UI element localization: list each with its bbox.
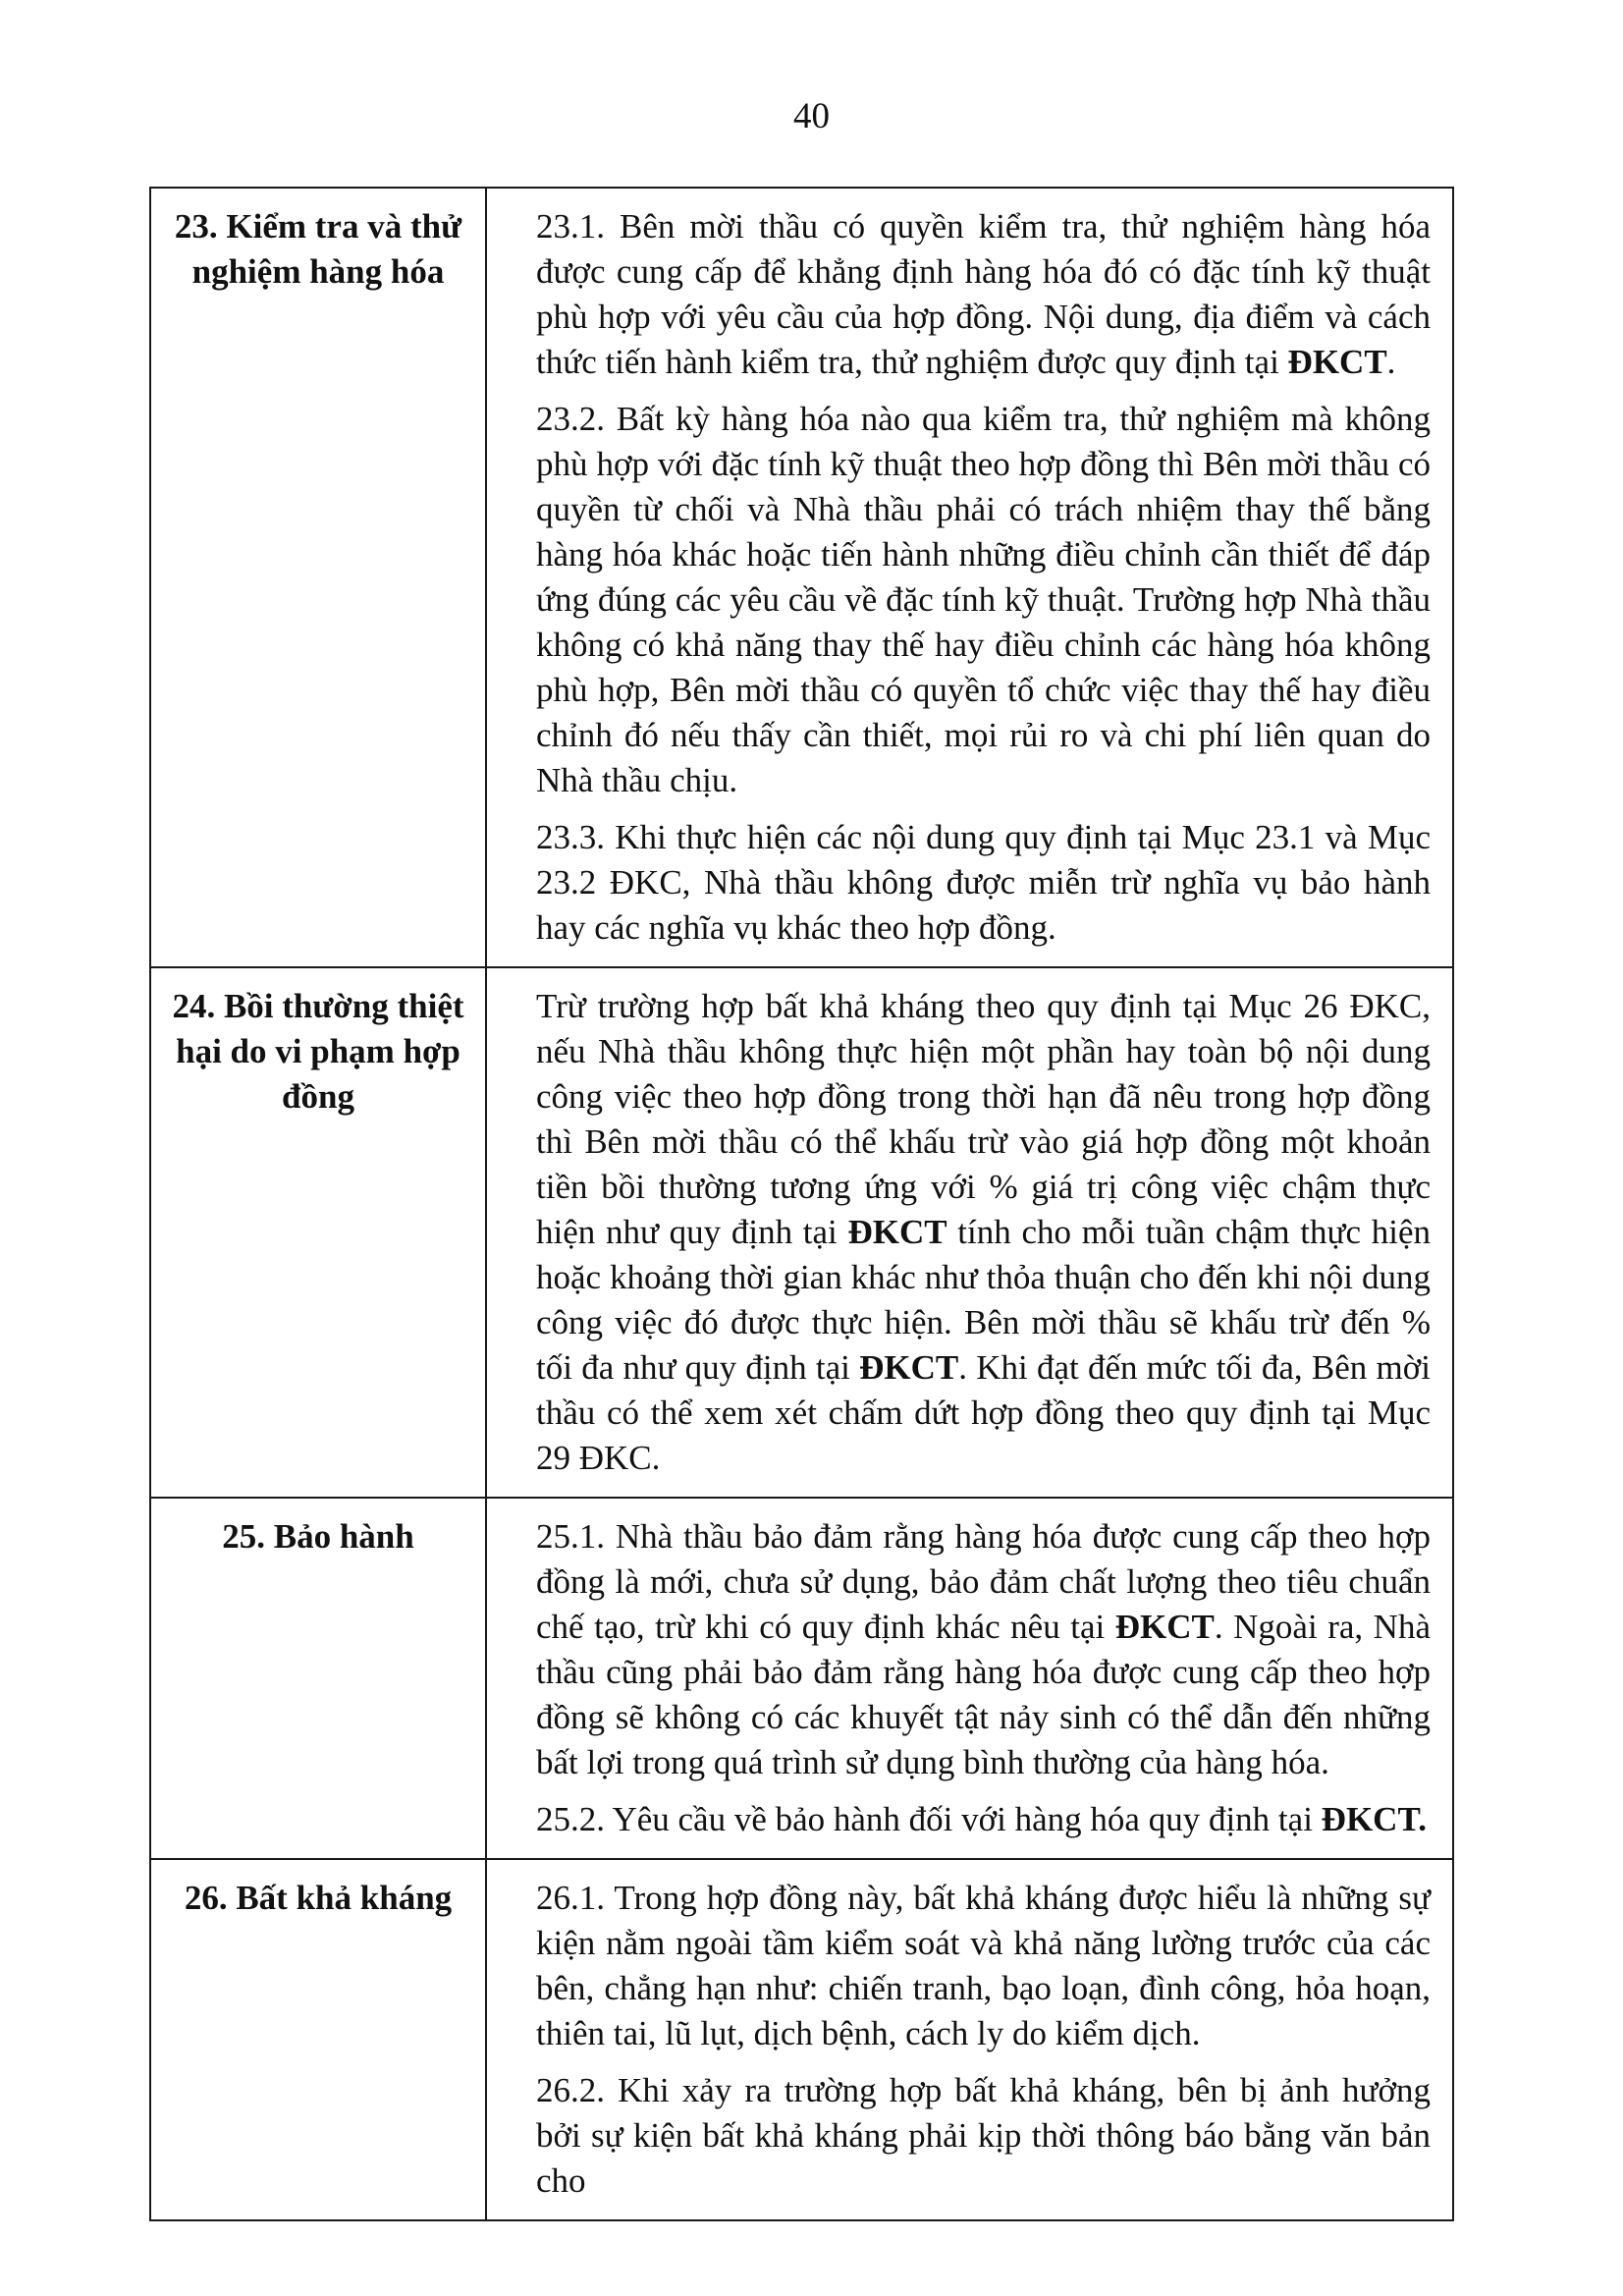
section-content (486, 188, 1453, 967)
clause-text: 23.1. Bên mời thầu có quyền kiểm tra, thử nghiệm hàng hóa được cung cấp để khẳng định hàng hóa đó có đặc tính kỹ thuật phù hợp với yêu cầu của hợp đồng. Nội dung, địa điểm và cách thức tiến hành kiểm tra, thử nghiệm được quy định tại (536, 207, 1431, 381)
section-heading: 26. Bất khả kháng (150, 1859, 486, 2220)
clause-keyword: ĐKCT (847, 1213, 947, 1251)
clause (536, 204, 1431, 385)
clause (536, 1797, 1431, 1842)
clause-text: 25.1. Nhà thầu bảo đảm rằng hàng hóa được cung cấp theo hợp đồng là mới, chưa sử dụng, bảo đảm chất lượng theo tiêu chuẩn chế tạo, trừ khi có quy định khác nêu tại (536, 1517, 1431, 1646)
table-row (150, 1859, 1453, 2220)
clause-keyword: ĐKCT (1114, 1608, 1215, 1646)
section-heading: 23. Kiểm tra và thử nghiệm hàng hóa (150, 188, 486, 967)
clause-text-after: . Khi đạt đến mức tối đa, Bên mời thầu có thể xem xét chấm dứt hợp đồng theo quy định tại Mục 29 ĐKC. (536, 1348, 1431, 1477)
clause-text: 26.1. Trong hợp đồng này, bất khả kháng được hiểu là những sự kiện nằm ngoài tầm kiểm soát và khả năng lường trước của các bên, chẳng hạn như: chiến tranh, bạo loạn, đình công, hỏa hoạn, thiên tai, lũ lụt, dịch bệnh, cách ly do kiểm dịch. (536, 1879, 1431, 2052)
page-number: 40 (793, 96, 830, 137)
clause (536, 397, 1431, 803)
table-row (150, 967, 1453, 1498)
clause-text: 25.2. Yêu cầu về bảo hành đối với hàng hóa quy định tại (536, 1800, 1322, 1838)
section-heading: 24. Bồi thường thiệt hại do vi phạm hợp đồng (150, 967, 486, 1498)
contract-terms-table (149, 187, 1454, 2221)
clause-text: 23.2. Bất kỳ hàng hóa nào qua kiểm tra, thử nghiệm mà không phù hợp với đặc tính kỹ thuật theo hợp đồng thì Bên mời thầu có quyền từ chối và Nhà thầu phải có trách nhiệm thay thế bằng hàng hóa khác hoặc tiến hành những điều chỉnh cần thiết để đáp ứng đúng các yêu cầu về đặc tính kỹ thuật. Trường hợp Nhà thầu không có khả năng thay thế hay điều chỉnh các hàng hóa không phù hợp, Bên mời thầu có quyền tổ chức việc thay thế hay điều chỉnh đó nếu thấy cần thiết, mọi rủi ro và chi phí liên quan do Nhà thầu chịu. (536, 400, 1431, 799)
section-content (486, 967, 1453, 1498)
clause (536, 2068, 1431, 2204)
table-row (150, 188, 1453, 967)
table-row (150, 1498, 1453, 1859)
section-content (486, 1498, 1453, 1859)
clause-text: Trừ trường hợp bất khả kháng theo quy định tại Mục 26 ĐKC, nếu Nhà thầu không thực hiện một phần hay toàn bộ nội dung công việc theo hợp đồng trong thời hạn đã nêu trong hợp đồng thì Bên mời thầu có thể khấu trừ vào giá hợp đồng một khoản tiền bồi thường tương ứng với % giá trị công việc chậm thực hiện như quy định tại (536, 987, 1431, 1251)
clause-text: 23.3. Khi thực hiện các nội dung quy định tại Mục 23.1 và Mục 23.2 ĐKC, Nhà thầu không được miễn trừ nghĩa vụ bảo hành hay các nghĩa vụ khác theo hợp đồng. (536, 818, 1431, 947)
clause-text-after: . Ngoài ra, Nhà thầu cũng phải bảo đảm rằng hàng hóa được cung cấp theo hợp đồng sẽ không có các khuyết tật nảy sinh có thể dẫn đến những bất lợi trong quá trình sử dụng bình thường của hàng hóa. (536, 1608, 1431, 1781)
clause-keyword: ĐKCT (859, 1348, 959, 1387)
clause-keyword: ĐKCT (1287, 343, 1387, 381)
clause (536, 984, 1431, 1481)
clause-text-after: tính cho mỗi tuần chậm thực hiện hoặc khoảng thời gian khác như thỏa thuận cho đến khi nội dung công việc đó được thực hiện. Bên mời thầu sẽ khấu trừ đến % tối đa như quy định tại (536, 1213, 1431, 1387)
clause-text: 26.2. Khi xảy ra trường hợp bất khả kháng, bên bị ảnh hưởng bởi sự kiện bất khả kháng phải kịp thời thông báo bằng văn bản cho (536, 2071, 1431, 2200)
section-content (486, 1859, 1453, 2220)
clause-text-after: . (1386, 343, 1396, 381)
clause-keyword: ĐKCT. (1321, 1800, 1427, 1838)
clause (536, 815, 1431, 951)
section-heading: 25. Bảo hành (150, 1498, 486, 1859)
clause (536, 1514, 1431, 1785)
clause (536, 1876, 1431, 2056)
